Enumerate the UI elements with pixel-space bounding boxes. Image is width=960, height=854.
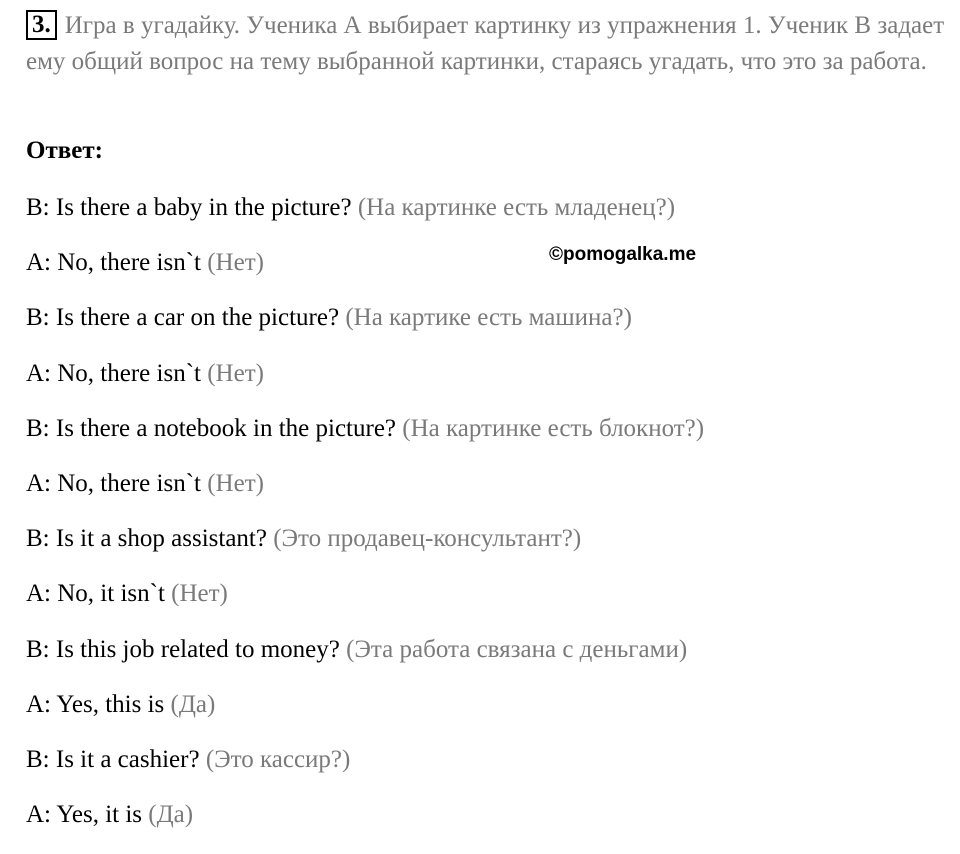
dialog-line — [26, 247, 704, 302]
dialog-english: B: Is there a car on the picture? — [26, 304, 340, 332]
task-number: 3. — [26, 10, 57, 40]
dialog-english: B: Is this job related to money? — [26, 635, 340, 663]
dialog-list — [26, 192, 704, 854]
dialog-translation: (Нет) — [207, 469, 264, 497]
dialog-translation: (Это кассир?) — [205, 745, 351, 773]
dialog-english: A: No, there isn`t — [26, 249, 201, 277]
dialog-line — [26, 799, 704, 854]
dialog-english: B: Is it a shop assistant? — [26, 525, 267, 553]
dialog-line — [26, 358, 704, 413]
dialog-line — [26, 413, 704, 468]
dialog-translation: (Нет) — [171, 580, 228, 608]
dialog-line — [26, 468, 704, 523]
dialog-line — [26, 578, 704, 633]
dialog-english: B: Is it a cashier? — [26, 745, 200, 773]
dialog-line — [26, 302, 704, 357]
dialog-translation: (На картинке есть блокнот?) — [402, 414, 705, 442]
dialog-line — [26, 744, 704, 799]
dialog-line — [26, 689, 704, 744]
dialog-english: A: No, there isn`t — [26, 469, 201, 497]
dialog-english: B: Is there a baby in the picture? — [26, 194, 352, 221]
dialog-english: A: No, there isn`t — [26, 359, 201, 387]
dialog-translation: (Нет) — [207, 359, 264, 387]
task-statement — [26, 8, 946, 80]
dialog-line — [26, 523, 704, 578]
dialog-english: A: No, it isn`t — [26, 580, 165, 608]
dialog-translation: (Нет) — [207, 249, 264, 277]
dialog-translation: (На картинке есть младенец?) — [357, 194, 676, 221]
dialog-english: A: Yes, this is — [26, 690, 165, 718]
dialog-translation: (Да) — [170, 690, 216, 718]
task-text: Игра в угадайку. Ученика А выбирает картинку из упражнения 1. Ученик В задает ему общий вопрос на тему выбранной картинки, стараясь угадать, что это за работа. — [26, 12, 945, 75]
dialog-translation: (На картике есть машина?) — [345, 304, 632, 332]
dialog-line — [26, 192, 704, 247]
dialog-translation: (Да) — [148, 801, 194, 829]
dialog-translation: (Эта работа связана с деньгами) — [346, 635, 688, 663]
dialog-translation: (Это продавец-консультант?) — [273, 525, 582, 553]
answer-label: Ответ: — [26, 137, 103, 164]
watermark: ©pomogalka.me — [549, 244, 697, 265]
dialog-english: A: Yes, it is — [26, 801, 143, 829]
dialog-english: B: Is there a notebook in the picture? — [26, 414, 397, 442]
dialog-line — [26, 634, 704, 689]
